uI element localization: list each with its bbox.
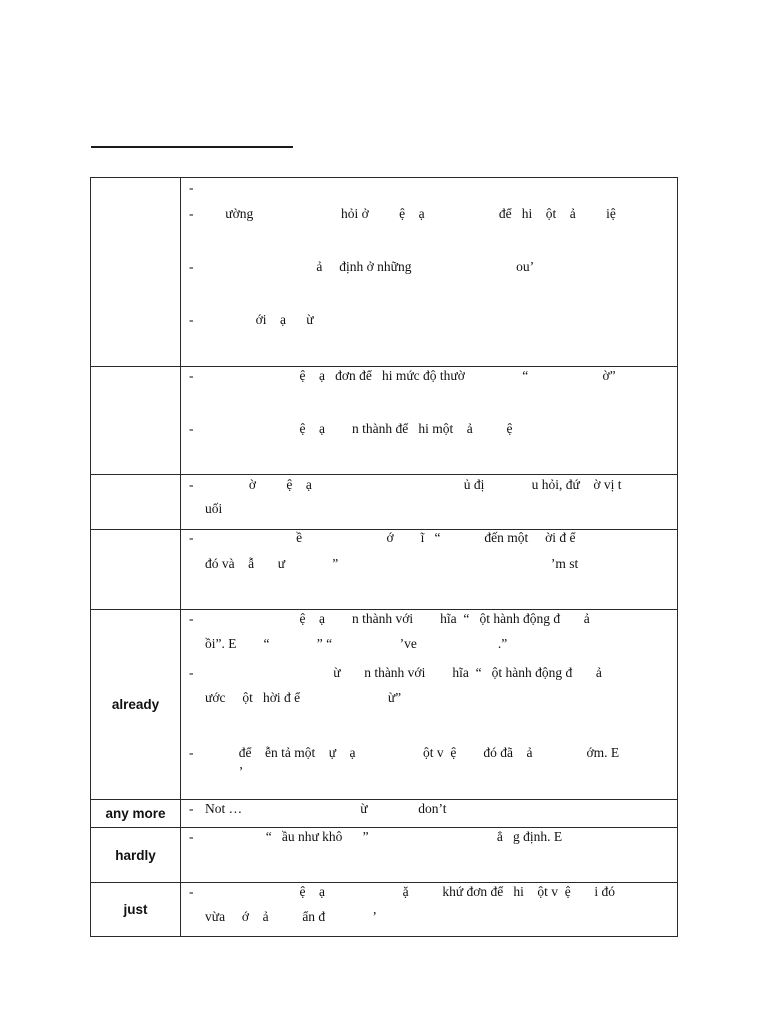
table-row (91, 475, 678, 530)
table-row (91, 367, 678, 475)
list-item: - ệ ạ đơn để hi mức độ thườ “ ờ” (189, 368, 616, 383)
term-cell (91, 530, 181, 610)
term-cell-hardly: hardly (91, 828, 181, 883)
term-cell (91, 367, 181, 475)
term-cell (91, 475, 181, 530)
term-cell-any-more: any more (91, 800, 181, 828)
list-item-continuation: ước ột hời đ ể ừ” (205, 690, 402, 705)
title-underline (91, 146, 293, 148)
list-item: - ờ ệ ạ ủ đị u hỏi, đứ ờ vị t (189, 477, 622, 492)
list-item: - ề ớ ĩ “ đến một ời đ ể (189, 530, 576, 545)
term-cell-just: just (91, 883, 181, 937)
grammar-table (90, 177, 678, 937)
list-item-continuation: vừa ớ ả ẩn đ ’ (205, 909, 377, 924)
description-cell (181, 800, 678, 828)
description-cell (181, 610, 678, 800)
table-row (91, 883, 678, 937)
description-cell (181, 475, 678, 530)
list-item: - (189, 180, 194, 195)
table-row (91, 828, 678, 883)
description-cell (181, 178, 678, 367)
list-item: - ệ ạ n thành để hi một ả ệ (189, 421, 513, 436)
term-cell (91, 178, 181, 367)
list-item: - để ễn tả một ự ạ ột v ệ đó đã ả ớm. E (189, 745, 620, 760)
list-item-continuation: ồi”. E “ ” “ ’ve .” (205, 636, 508, 651)
list-item: - Not … ừ don’t (189, 801, 447, 816)
list-item: - ệ ạ ặ khứ đơn để hi ột v ệ i đó (189, 884, 616, 899)
list-item: - ừ n thành với hĩa “ ột hành động đ ả (189, 665, 602, 680)
table-row (91, 800, 678, 828)
term-cell-already: already (91, 610, 181, 800)
list-item: - ường hỏi ở ệ ạ để hi ột ả iệ (189, 206, 616, 221)
list-item: - ới ạ ừ (189, 312, 314, 327)
list-item: - ệ ạ n thành với hĩa “ ột hành động đ ả (189, 611, 590, 626)
description-cell (181, 828, 678, 883)
list-item-continuation: ’ (205, 764, 244, 779)
list-item-continuation: đó và ẫ ư ” ’m st (205, 556, 579, 571)
description-cell (181, 883, 678, 937)
list-item: - ả định ở những ou’ (189, 259, 535, 274)
description-cell (181, 367, 678, 475)
list-item-continuation: uối (205, 501, 223, 516)
list-item: - “ ầu như khô ” ẳ g định. E (189, 829, 563, 844)
description-cell (181, 530, 678, 610)
table-row (91, 178, 678, 367)
table-row (91, 610, 678, 800)
table-row (91, 530, 678, 610)
